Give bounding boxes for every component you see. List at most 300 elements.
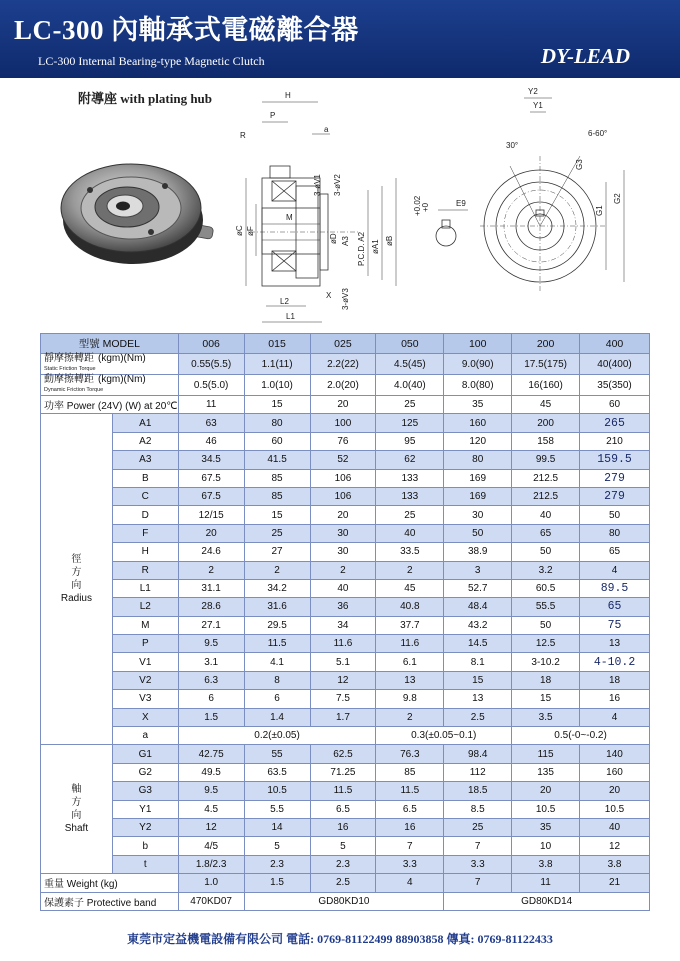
table-cell: 45	[512, 396, 580, 414]
table-cell: 20	[512, 782, 580, 800]
table-cell: 3.1	[178, 653, 244, 671]
svg-text:6-60°: 6-60°	[588, 129, 608, 138]
shaft-row	[41, 837, 650, 855]
table-cell: 18	[580, 671, 650, 689]
table-cell: 3.2	[512, 561, 580, 579]
table-cell: 125	[376, 414, 444, 432]
torque-label-cn: 靜摩擦轉距	[44, 353, 94, 364]
table-cell: 2	[376, 561, 444, 579]
table-cell: 2	[244, 561, 310, 579]
radius-row	[41, 451, 650, 469]
table-cell: 0.2(±0.05)	[178, 727, 376, 745]
table-cell: 40	[310, 579, 376, 597]
table-cell: 10.5	[580, 800, 650, 818]
table-cell: 15	[444, 671, 512, 689]
table-cell: 8.1	[444, 653, 512, 671]
dimension-name: L1	[112, 579, 178, 597]
table-cell: 98.4	[444, 745, 512, 763]
table-cell: 27.1	[178, 616, 244, 634]
table-cell: GD80KD10	[244, 892, 444, 910]
section-drawing	[230, 86, 480, 331]
radius-row	[41, 469, 650, 487]
table-cell: 0.5(5.0)	[178, 375, 244, 396]
table-cell: 50	[444, 524, 512, 542]
power-row	[41, 396, 650, 414]
table-cell: 5.5	[244, 800, 310, 818]
table-cell: 40	[512, 506, 580, 524]
dimension-name: a	[112, 727, 178, 745]
weight-label: 重量 Weight (kg)	[41, 874, 179, 892]
table-cell: 470KD07	[178, 892, 244, 910]
table-cell: 115	[512, 745, 580, 763]
dimension-name: V1	[112, 653, 178, 671]
table-cell: 7	[376, 837, 444, 855]
table-cell: 12	[310, 671, 376, 689]
table-cell: 1.5	[244, 874, 310, 892]
power-label: 功率 Power (24V) (W) at 20℃	[41, 396, 179, 414]
table-cell: 3	[444, 561, 512, 579]
table-cell: 75	[580, 616, 650, 634]
side-view-drawing	[480, 86, 640, 296]
table-cell: 71.25	[310, 763, 376, 781]
table-cell: 18	[512, 671, 580, 689]
dimension-name: M	[112, 616, 178, 634]
table-cell: 34.2	[244, 579, 310, 597]
table-cell: 65	[580, 543, 650, 561]
table-cell: 3.5	[512, 708, 580, 726]
table-cell: 99.5	[512, 451, 580, 469]
table-cell: 85	[376, 763, 444, 781]
table-cell: 6.5	[310, 800, 376, 818]
table-cell: 0.5(-0~-0.2)	[512, 727, 650, 745]
table-header-row	[41, 334, 650, 354]
table-cell: 3.8	[580, 855, 650, 873]
table-cell: 42.75	[178, 745, 244, 763]
dimension-name: t	[112, 855, 178, 873]
table-cell: 20	[310, 506, 376, 524]
dimension-name: C	[112, 487, 178, 505]
torque-label	[41, 375, 179, 396]
svg-text:H: H	[285, 91, 291, 100]
table-cell: 1.8/2.3	[178, 855, 244, 873]
table-cell: 25	[244, 524, 310, 542]
table-cell: 100	[310, 414, 376, 432]
table-cell: 6.1	[376, 653, 444, 671]
table-cell: 7	[444, 837, 512, 855]
dimension-name: L2	[112, 598, 178, 616]
table-cell: 50	[580, 506, 650, 524]
table-cell: 48.4	[444, 598, 512, 616]
shaft-row	[41, 763, 650, 781]
table-cell: 11.6	[310, 635, 376, 653]
table-cell: 52	[310, 451, 376, 469]
table-cell: 11.5	[244, 635, 310, 653]
torque-label-cn: 動摩擦轉距	[44, 374, 94, 385]
radius-row	[41, 690, 650, 708]
radius-row	[41, 524, 650, 542]
table-cell: 62.5	[310, 745, 376, 763]
table-cell: 12.5	[512, 635, 580, 653]
title-en: LC-300 Internal Bearing-type Magnetic Clutch	[38, 54, 265, 68]
torque-label-en: Static Friction Torque	[44, 366, 96, 372]
weight-row	[41, 874, 650, 892]
table-cell: 85	[244, 469, 310, 487]
table-cell: 43.2	[444, 616, 512, 634]
table-cell: 33.5	[376, 543, 444, 561]
table-cell: 36	[310, 598, 376, 616]
table-cell: 52.7	[444, 579, 512, 597]
dimension-name: X	[112, 708, 178, 726]
table-cell: 158	[512, 432, 580, 450]
table-cell: 210	[580, 432, 650, 450]
table-cell: 40.8	[376, 598, 444, 616]
table-cell: 76	[310, 432, 376, 450]
svg-text:M: M	[286, 213, 293, 222]
table-cell: 3.8	[512, 855, 580, 873]
header-cell: 400	[580, 334, 650, 354]
table-cell: 1.4	[244, 708, 310, 726]
svg-text:øC: øC	[235, 225, 244, 236]
table-cell: 169	[444, 487, 512, 505]
table-cell: 7.5	[310, 690, 376, 708]
header-cell-model: 型號 MODEL	[41, 334, 179, 354]
table-cell: 89.5	[580, 579, 650, 597]
table-cell: 80	[244, 414, 310, 432]
radius-row	[41, 616, 650, 634]
table-cell: 133	[376, 487, 444, 505]
table-cell: 16	[580, 690, 650, 708]
table-cell: 16(160)	[512, 375, 580, 396]
table-cell: 160	[580, 763, 650, 781]
table-cell: 8.0(80)	[444, 375, 512, 396]
table-cell: 200	[512, 414, 580, 432]
svg-text:Y2: Y2	[528, 87, 538, 96]
table-cell: 1.0	[178, 874, 244, 892]
table-cell: 9.5	[178, 635, 244, 653]
table-cell: 28.6	[178, 598, 244, 616]
table-cell: 80	[444, 451, 512, 469]
table-cell: 0.55(5.5)	[178, 354, 244, 375]
torque-label-en: Dynamic Friction Torque	[44, 387, 104, 393]
table-cell: 3.3	[376, 855, 444, 873]
svg-text:+0.02: +0.02	[413, 195, 422, 216]
radius-group-cn: 徑 方 向	[71, 554, 82, 592]
dimension-name: b	[112, 837, 178, 855]
radius-row	[41, 432, 650, 450]
table-cell: 60.5	[512, 579, 580, 597]
table-cell: 9.0(90)	[444, 354, 512, 375]
table-cell: 11.5	[376, 782, 444, 800]
dimension-name: V2	[112, 671, 178, 689]
table-cell: 30	[310, 524, 376, 542]
table-cell: 16	[310, 818, 376, 836]
table-cell: 9.8	[376, 690, 444, 708]
table-cell: 11	[512, 874, 580, 892]
table-cell: 14	[244, 818, 310, 836]
protective-band-row	[41, 892, 650, 910]
table-cell: 2.5	[310, 874, 376, 892]
table-cell: 25	[376, 506, 444, 524]
shaft-group-label	[41, 745, 113, 874]
dimension-name: A2	[112, 432, 178, 450]
table-cell: 4	[580, 561, 650, 579]
table-cell: 4	[376, 874, 444, 892]
table-cell: 35(350)	[580, 375, 650, 396]
title-cn: LC-300 內軸承式電磁離合器	[14, 15, 359, 45]
table-cell: 17.5(175)	[512, 354, 580, 375]
radius-row	[41, 635, 650, 653]
dimension-name: B	[112, 469, 178, 487]
table-cell: 279	[580, 487, 650, 505]
table-cell: 212.5	[512, 469, 580, 487]
band-label: 保護素子 Protective band	[41, 892, 179, 910]
header-cell: 015	[244, 334, 310, 354]
table-cell: 279	[580, 469, 650, 487]
svg-text:a: a	[324, 125, 329, 134]
table-cell: 38.9	[444, 543, 512, 561]
table-cell: 62	[376, 451, 444, 469]
svg-text:øA1: øA1	[371, 239, 380, 254]
radius-group-en: Radius	[60, 593, 92, 605]
table-cell: 10	[512, 837, 580, 855]
table-cell: 112	[444, 763, 512, 781]
table-cell: 85	[244, 487, 310, 505]
table-cell: 27	[244, 543, 310, 561]
table-cell: 16	[376, 818, 444, 836]
table-cell: 212.5	[512, 487, 580, 505]
table-cell: 45	[376, 579, 444, 597]
header-cell: 200	[512, 334, 580, 354]
table-cell: 15	[244, 396, 310, 414]
svg-text:E9: E9	[456, 199, 466, 208]
table-cell: 13	[444, 690, 512, 708]
table-cell: 7	[444, 874, 512, 892]
table-cell: 6.5	[376, 800, 444, 818]
table-cell: 1.1(11)	[244, 354, 310, 375]
table-cell: 14.5	[444, 635, 512, 653]
table-cell: 13	[580, 635, 650, 653]
radius-group-label	[41, 414, 113, 745]
dimension-name: G1	[112, 745, 178, 763]
table-cell: 46	[178, 432, 244, 450]
radius-row	[41, 414, 650, 432]
table-cell: 37.7	[376, 616, 444, 634]
header-cell: 050	[376, 334, 444, 354]
table-cell: 40(400)	[580, 354, 650, 375]
table-cell: 25	[444, 818, 512, 836]
torque-label-unit: (kgm)(Nm)	[98, 374, 146, 385]
clutch-photo	[55, 150, 225, 270]
dimension-name: Y1	[112, 800, 178, 818]
dimension-name: D	[112, 506, 178, 524]
table-cell: 34.5	[178, 451, 244, 469]
table-cell: 4.1	[244, 653, 310, 671]
table-cell: 6.3	[178, 671, 244, 689]
table-cell: 120	[444, 432, 512, 450]
table-cell: 169	[444, 469, 512, 487]
shaft-group-cn: 軸 方 向	[71, 784, 82, 822]
table-cell: 2	[310, 561, 376, 579]
table-cell: 3-10.2	[512, 653, 580, 671]
table-cell: 41.5	[244, 451, 310, 469]
table-cell: 20	[580, 782, 650, 800]
table-cell: 0.3(±0.05~0.1)	[376, 727, 512, 745]
table-cell: 40	[580, 818, 650, 836]
table-cell: 60	[580, 396, 650, 414]
svg-text:+0: +0	[421, 202, 430, 212]
svg-text:3-øV1: 3-øV1	[313, 174, 322, 196]
svg-text:L1: L1	[286, 312, 295, 321]
table-cell: 35	[444, 396, 512, 414]
table-cell: 3.3	[444, 855, 512, 873]
table-cell: 12	[178, 818, 244, 836]
shaft-row	[41, 782, 650, 800]
table-cell: 31.6	[244, 598, 310, 616]
header-cell: 006	[178, 334, 244, 354]
table-cell: 20	[178, 524, 244, 542]
header-cell: 025	[310, 334, 376, 354]
radius-row	[41, 671, 650, 689]
radius-row	[41, 579, 650, 597]
table-cell: 76.3	[376, 745, 444, 763]
table-cell: 15	[244, 506, 310, 524]
table-cell: 95	[376, 432, 444, 450]
table-cell: 140	[580, 745, 650, 763]
table-cell: 12/15	[178, 506, 244, 524]
table-cell: 29.5	[244, 616, 310, 634]
table-cell: 135	[512, 763, 580, 781]
radius-row	[41, 708, 650, 726]
radius-row	[41, 487, 650, 505]
table-cell: 1.7	[310, 708, 376, 726]
table-cell: 265	[580, 414, 650, 432]
svg-text:G1: G1	[595, 205, 604, 216]
table-cell: 20	[310, 396, 376, 414]
table-cell: 10.5	[244, 782, 310, 800]
table-cell: 25	[376, 396, 444, 414]
header-banner	[0, 0, 680, 78]
table-cell: 13	[376, 671, 444, 689]
dimension-name: A3	[112, 451, 178, 469]
dimension-name: G3	[112, 782, 178, 800]
brand-logo: DY-LEAD	[540, 44, 630, 68]
table-cell: 133	[376, 469, 444, 487]
table-cell: 11.5	[310, 782, 376, 800]
table-cell: 30	[444, 506, 512, 524]
table-cell: 50	[512, 543, 580, 561]
table-cell: GD80KD14	[444, 892, 650, 910]
dimension-name: P	[112, 635, 178, 653]
table-cell: 12	[580, 837, 650, 855]
table-cell: 2.5	[444, 708, 512, 726]
table-cell: 4.5(45)	[376, 354, 444, 375]
table-cell: 9.5	[178, 782, 244, 800]
table-cell: 1.0(10)	[244, 375, 310, 396]
table-cell: 67.5	[178, 469, 244, 487]
table-cell: 30	[310, 543, 376, 561]
table-cell: 1.5	[178, 708, 244, 726]
svg-text:Y1: Y1	[533, 101, 543, 110]
svg-text:G3: G3	[575, 159, 584, 170]
svg-text:3-øV3: 3-øV3	[341, 288, 350, 310]
table-cell: 24.6	[178, 543, 244, 561]
radius-row	[41, 543, 650, 561]
table-cell: 160	[444, 414, 512, 432]
table-cell: 4	[580, 708, 650, 726]
table-cell: 2	[178, 561, 244, 579]
table-cell: 31.1	[178, 579, 244, 597]
table-cell: 2.0(20)	[310, 375, 376, 396]
svg-text:3-øV2: 3-øV2	[333, 174, 342, 196]
table-cell: 5	[244, 837, 310, 855]
subtitle: 附導座 with plating hub	[78, 91, 213, 106]
table-cell: 60	[244, 432, 310, 450]
table-cell: 18.5	[444, 782, 512, 800]
a-row	[41, 727, 650, 745]
table-cell: 159.5	[580, 451, 650, 469]
table-cell: 2.3	[310, 855, 376, 873]
shaft-row	[41, 855, 650, 873]
radius-row	[41, 561, 650, 579]
table-cell: 65	[512, 524, 580, 542]
table-cell: 11	[178, 396, 244, 414]
table-cell: 2.3	[244, 855, 310, 873]
table-cell: 65	[580, 598, 650, 616]
dimension-name: H	[112, 543, 178, 561]
table-cell: 4.0(40)	[376, 375, 444, 396]
table-cell: 2.2(22)	[310, 354, 376, 375]
table-cell: 4.5	[178, 800, 244, 818]
table-cell: 34	[310, 616, 376, 634]
dimension-name: A1	[112, 414, 178, 432]
table-cell: 55.5	[512, 598, 580, 616]
spec-table	[40, 333, 650, 911]
table-cell: 35	[512, 818, 580, 836]
dimension-name: R	[112, 561, 178, 579]
footer-contact: 東莞市定益機電設備有限公司 電話: 0769-81122499 88903858 傳真: 0769-81122433	[127, 932, 553, 946]
svg-text:30°: 30°	[506, 141, 519, 150]
table-cell: 63.5	[244, 763, 310, 781]
svg-text:A3: A3	[341, 236, 350, 246]
torque-row	[41, 354, 650, 375]
torque-label	[41, 354, 179, 375]
table-cell: 5.1	[310, 653, 376, 671]
table-cell: 80	[580, 524, 650, 542]
table-cell: 10.5	[512, 800, 580, 818]
svg-text:øF: øF	[246, 226, 255, 236]
table-cell: 8	[244, 671, 310, 689]
table-cell: 6	[178, 690, 244, 708]
svg-text:X: X	[326, 291, 332, 300]
table-cell: 67.5	[178, 487, 244, 505]
table-cell: 8.5	[444, 800, 512, 818]
radius-row	[41, 506, 650, 524]
dimension-name: V3	[112, 690, 178, 708]
torque-row	[41, 375, 650, 396]
table-cell: 4-10.2	[580, 653, 650, 671]
table-cell: 50	[512, 616, 580, 634]
table-cell: 106	[310, 469, 376, 487]
table-cell: 11.6	[376, 635, 444, 653]
radius-row	[41, 653, 650, 671]
svg-text:L2: L2	[280, 297, 289, 306]
table-cell: 15	[512, 690, 580, 708]
shaft-row	[41, 800, 650, 818]
table-cell: 6	[244, 690, 310, 708]
shaft-row	[41, 818, 650, 836]
shaft-group-en: Shaft	[64, 823, 89, 835]
svg-text:øD: øD	[329, 233, 338, 244]
